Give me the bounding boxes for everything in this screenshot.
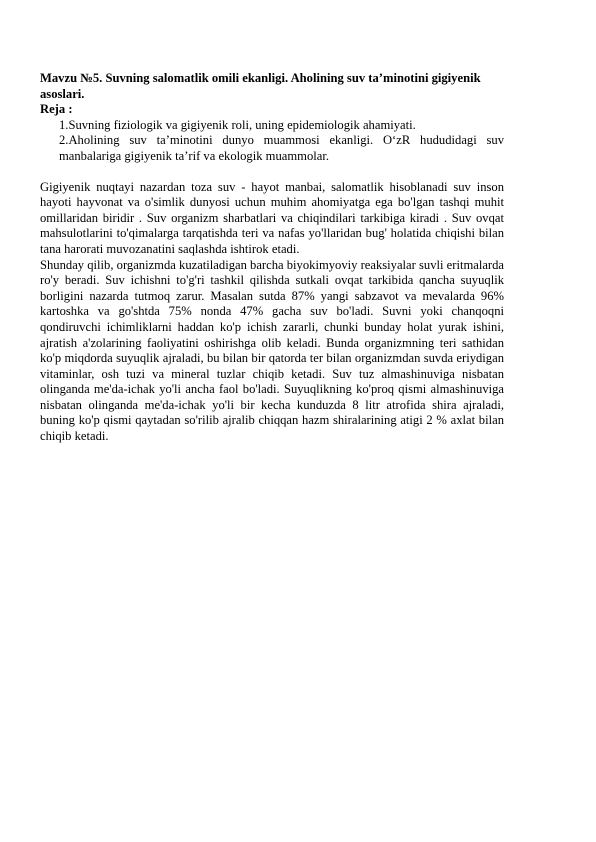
plan-label: Reja : — [40, 102, 73, 117]
plan-list — [40, 118, 504, 165]
paragraph-2: Shunday qilib, organizmda kuzatiladigan barcha biyokimyoviy reaksiyalar suvli eritmalarda ro'y beradi. Suv ichishni to'g'ri tashkil qilishda sutkali ovqat tarkibida qancha suyuqlik borligini nazarda tutmoq zarur. Masalan sutda 87% yangi sabzavot va mevalarda 96% kartoshka va go'shtda 75% nonda 47% gacha suv bo'ladi. Suvni yoki chanqoqni qondiruvchi ichimliklarni haddan ko'p ichish zararli, chunki bunday holat yurak ishini, ajratish a'zolarining faoliyatini oshirishga olib keladi. Bunda organizmning teri sathidan ko'p miqdorda suyuqlik ajraladi, bu bilan bir qatorda ter bilan organizmdan suvda eriydigan vitaminlar, osh tuzi va mineral tuzlar chiqib ketadi. Suv tuz almashinuviga nisbatan olinganda me'da-ichak yo'li ancha faol bo'ladi. Suyuqlikning ko'proq qismi almashinuviga nisbatan olinganda me'da-ichak yo'li bir kecha kunduzda 8 litr atrofida shira ajraladi, buning ko'p qismi qaytadan so'rilib ajralib chiqqan hazm shiralarining atigi 2 % axlat bilan chiqib ketadi. — [40, 257, 504, 444]
spacer — [40, 165, 504, 180]
document-title: Mavzu №5. Suvning salomatlik omili ekanligi. Aholining suv ta’minotini gigiyenik asoslari. — [40, 71, 481, 101]
plan-item-2: 2.Aholining suv ta’minotini dunyo muammosi ekanligi. O‘zR hududidagi suv manbalariga gigiyenik ta’rif va ekologik muammolar. — [59, 133, 504, 163]
document-page — [40, 71, 504, 445]
plan-item-1: 1.Suvning fiziologik va gigiyenik roli, uning epidemiologik ahamiyati. — [59, 117, 416, 132]
paragraph-1: Gigiyenik nuqtayi nazardan toza suv - hayot manbai, salomatlik hisoblanadi suv inson hayoti hayvonat va o'simlik dunyosi uchun muhim ahomiyatga ega bo'lgan tashqi muhit omillaridan biridir . Suv organizm sharbatlari va chiqindilari tarkibiga kiradi . Suv ovqat mahsulotlarini to'qimalarga tarqatishda teri va nafas yo'llaridan bug' holatida chiqishi bilan tana harorati muvozanatini saqlashda ishtirok etadi. — [40, 179, 504, 256]
